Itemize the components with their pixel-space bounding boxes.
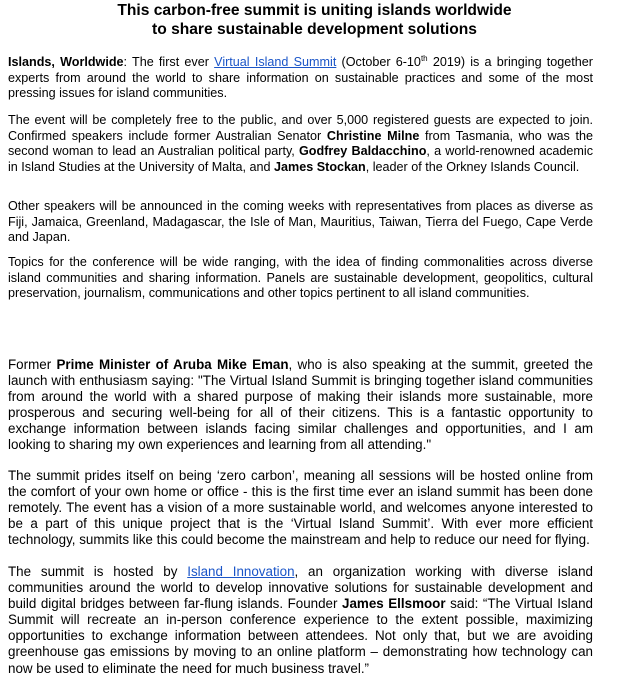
speaker-name: Christine Milne bbox=[326, 128, 420, 143]
title-line-2: to share sustainable development solutions bbox=[152, 21, 477, 38]
paragraph-host: The summit is hosted by Island Innovation, an organization working with diverse island communities around the world to develop innovative solutions for sustainable development and build digital bridges between far-flung islands. Founder James Ellsmoor said: “The Virtual Island Summit will recreate an in-person conference experience to the extent possible, maximizing opportunities to exchange information between attendees. Not only that, but we are avoiding greenhouse gas emissions by moving to an online platform – demonstrating how technology can now be used to eliminate the need for much business travel.” bbox=[8, 564, 593, 676]
page-title bbox=[0, 1, 629, 39]
paragraph-intro: Islands, Worldwide: The first ever Virtual Island Summit (October 6-10th 2019) is a bringing together experts from around the world to share information on sustainable practices and some of the most pressing issues for island communities. bbox=[8, 53, 593, 101]
speaker-name: Godfrey Baldacchino bbox=[299, 144, 427, 159]
dateline: Islands, Worldwide bbox=[8, 55, 124, 69]
paragraph-quote-eman: Former Prime Minister of Aruba Mike Eman, who is also speaking at the summit, greeted the launch with enthusiasm saying: "The Virtual Island Summit is bringing together island communities from around the world with a shared purpose of making their islands more sustainable, more prosperous and securing well-being for all of their citizens. This is a fantastic opportunity to exchange information between islands facing similar challenges and opportunities, and I am looking to sharing my own experiences and learning from all attending." bbox=[8, 357, 593, 453]
island-innovation-link[interactable]: Island Innovation bbox=[187, 564, 295, 579]
paragraph-speakers: The event will be completely free to the public, and over 5,000 registered guests are expected to join. Confirmed speakers include former Australian Senator Christine Milne from Tasmania, who was the second woman to lead an Australian political party, Godfrey Baldacchino, a world-renowned academic in Island Studies at the University of Malta, and James Stockan, leader of the Orkney Islands Council. bbox=[8, 113, 594, 174]
paragraph-other-speakers: Other speakers will be announced in the coming weeks with representatives from places as diverse as Fiji, Jamaica, Greenland, Madagascar, the Isle of Man, Mauritius, Taiwan, Tierra del Fuego, Cape Verde and Japan. bbox=[8, 199, 593, 245]
paragraph-topics: Topics for the conference will be wide ranging, with the idea of finding commonalities across diverse island communities and sharing information. Panels are sustainable development, geopolitics, cultural preservation, journalism, communications and other topics pertinent to all island communities. bbox=[8, 255, 593, 301]
speaker-name: James Stockan bbox=[274, 159, 366, 174]
virtual-island-summit-link[interactable]: Virtual Island Summit bbox=[214, 55, 337, 69]
speaker-name: Prime Minister of Aruba Mike Eman bbox=[56, 357, 289, 372]
paragraph-zero-carbon: The summit prides itself on being ‘zero carbon’, meaning all sessions will be hosted online from the comfort of your own home or office - this is the first time ever an island summit has been done remotely. The event has a vision of a more sustainable world, and welcomes anyone interested to be a part of this unique project that is the ‘Virtual Island Summit’. With ever more efficient technology, summits like this could become the mainstream and help to reduce our need for flying. bbox=[8, 468, 593, 548]
title-line-1: This carbon-free summit is uniting islands worldwide bbox=[117, 2, 512, 19]
founder-name: James Ellsmoor bbox=[342, 596, 446, 612]
